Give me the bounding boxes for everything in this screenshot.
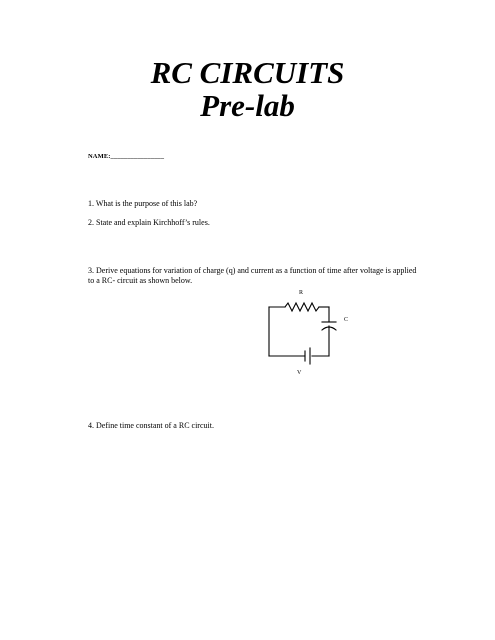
document-title: RC CIRCUITS [150,55,345,90]
name-field-label: NAME:________________ [88,153,165,160]
question-1: 1. What is the purpose of this lab? [88,199,198,208]
battery-label: V [297,370,302,376]
capacitor-label: C [344,317,349,323]
resistor-label: R [299,290,304,296]
rc-circuit-diagram [262,284,358,380]
question-3: 3. Derive equations for variation of charge (q) and current as a function of time after voltage is applied to a RC- circuit as shown below. [88,266,417,285]
document-subtitle: Pre-lab [200,88,295,123]
resistor-symbol [285,303,319,311]
question-2: 2. State and explain Kirchhoff’s rules. [88,218,210,227]
question-4: 4. Define time constant of a RC circuit. [88,421,214,430]
